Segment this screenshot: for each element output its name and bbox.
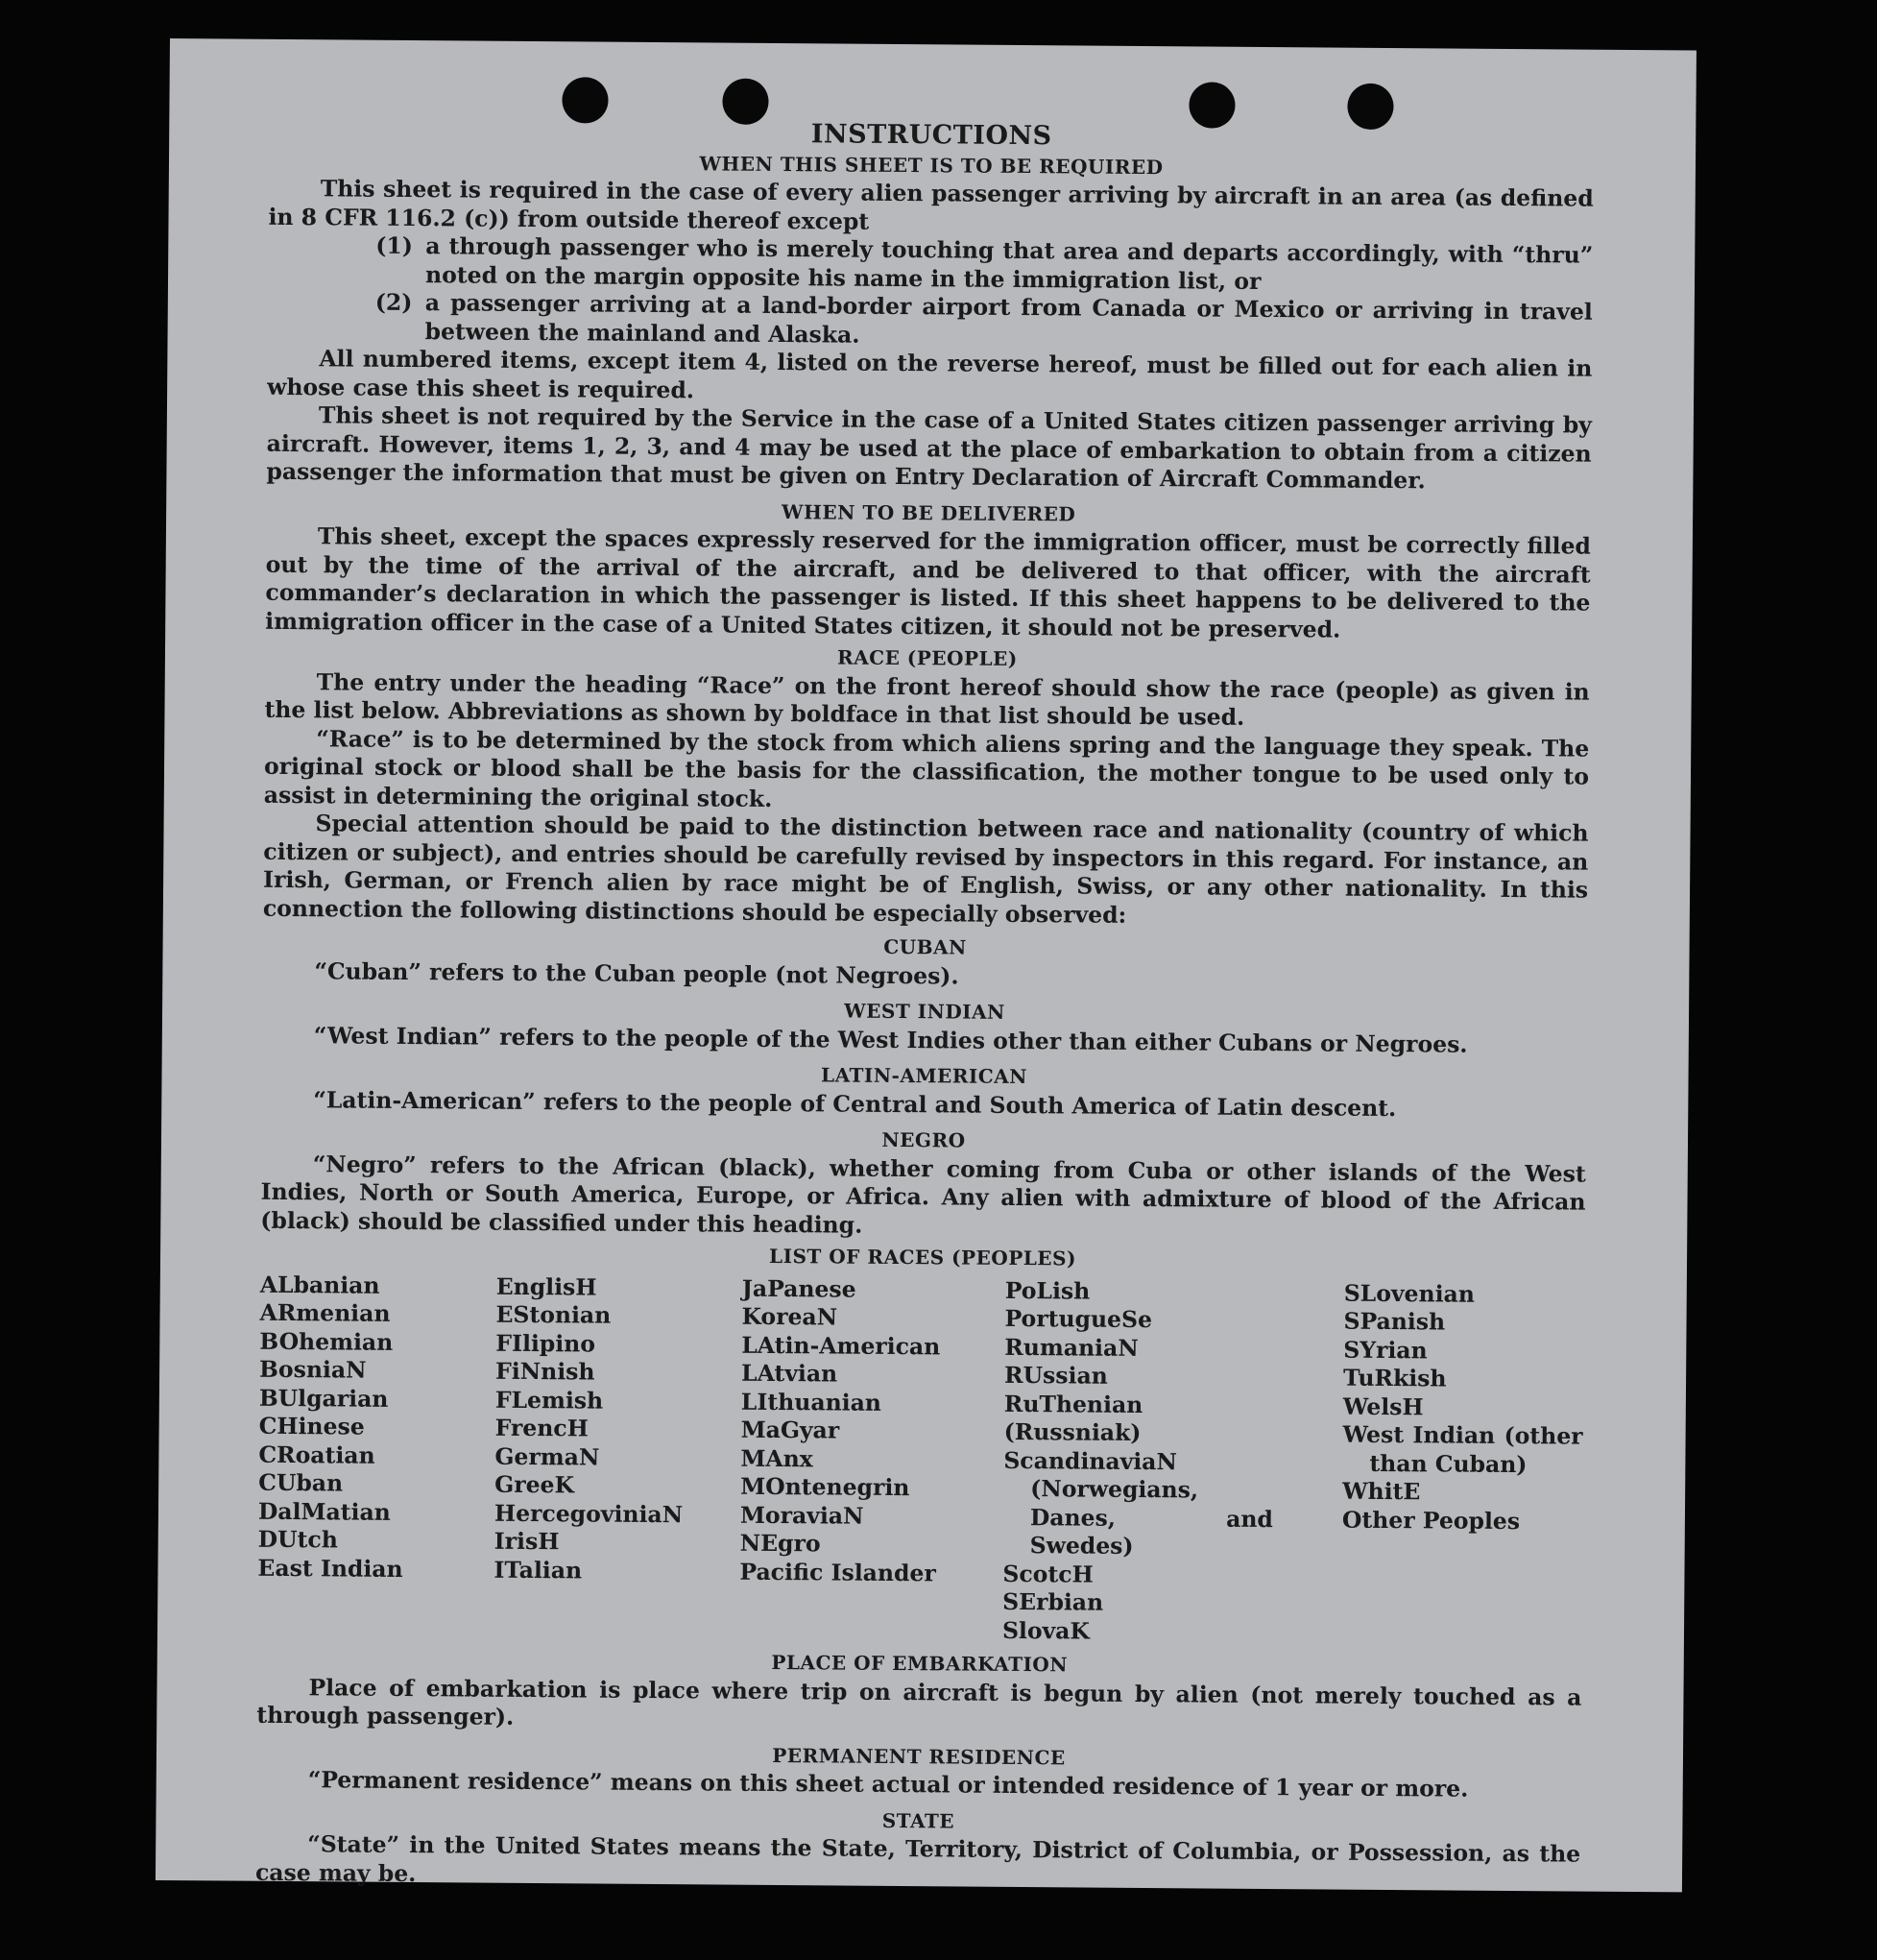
race-item: ScandinaviaN (Norwegians, Danes, and Swedes) [1003, 1446, 1274, 1560]
race-item: FrencH [494, 1414, 589, 1442]
race-item: WhitE [1342, 1477, 1421, 1506]
race-item: ALbanian [259, 1270, 380, 1299]
race-item: Other Peoples [1341, 1506, 1521, 1535]
race-item: LIthuanian [740, 1388, 882, 1416]
race-item: GreeK [494, 1470, 575, 1499]
section-heading: PERMANENT RESIDENCE [772, 1743, 1066, 1769]
race-item: MoraviaN [739, 1501, 864, 1530]
paragraph: “Cuban” refers to the Cuban people (not Negroes). [314, 956, 959, 989]
race-item: ITalian [493, 1556, 583, 1584]
race-item: ScotcH [1002, 1560, 1094, 1588]
race-item: MAnx [740, 1444, 813, 1472]
paragraph: Place of embarkation is place where trip on aircraft is begun by alien (not merely touched as a through passenger). [256, 1673, 1582, 1730]
section-heading: STATE [881, 1808, 955, 1832]
race-item: SYrian [1343, 1336, 1428, 1364]
paragraph: “Permanent residence” means on this sheet actual or intended residence of 1 year or more. [307, 1766, 1469, 1803]
race-item: SLovenian [1343, 1279, 1475, 1308]
paragraph: This sheet, except the spaces expressly reserved for the immigration officer, must be correctly filled out by the time of the arrival of the aircraft, and be delivered to that officer, with the aircraft commander’s declaration in which the passenger is listed. If this sheet happens to be delivered to the immigration officer in the case of a United States citizen, it should not be preserved. [265, 522, 1592, 643]
punch-hole [722, 79, 768, 125]
race-item: HercegoviniaN [493, 1499, 684, 1528]
race-item: SPanish [1343, 1307, 1446, 1336]
section-heading: WEST INDIAN [844, 999, 1005, 1024]
paragraph: “State” in the United States means the State, Territory, District of Columbia, or Possession, as the case may be. [254, 1830, 1581, 1887]
paragraph: The entry under the heading “Race” on the front hereof should show the race (people) as given in the list below. Abbreviations as shown by boldface in that list should be used. [264, 667, 1590, 731]
race-item: BosniaN [259, 1355, 367, 1384]
race-column [1341, 1279, 1584, 1649]
race-item: JaPanese [741, 1274, 856, 1303]
race-item: PoLish [1004, 1276, 1091, 1305]
section-heading: LATIN-AMERICAN [820, 1063, 1028, 1089]
race-item: MOntenegrin [740, 1472, 910, 1502]
race-item: SlovaK [1001, 1616, 1091, 1645]
race-item: LAtvian [740, 1359, 838, 1388]
section-heading: WHEN THIS SHEET IS TO BE REQUIRED [699, 151, 1164, 179]
race-item: LAtin-American [741, 1331, 941, 1360]
race-item: BOhemian [259, 1327, 394, 1356]
numbered-item [268, 231, 1593, 299]
race-item: WelsH [1342, 1392, 1424, 1420]
item-number: (2) [374, 288, 413, 316]
section-heading: WHEN TO BE DELIVERED [781, 499, 1076, 525]
paragraph: “Latin-American” refers to the people of Central and South America of Latin descent. [313, 1085, 1397, 1122]
race-item: GermaN [494, 1442, 600, 1471]
race-item: ARmenian [259, 1298, 391, 1327]
instructions-content [255, 116, 1594, 1898]
document-sheet [156, 38, 1697, 1892]
section-heading: NEGRO [881, 1127, 966, 1152]
item-number: (1) [375, 231, 414, 259]
race-item: NEgro [739, 1529, 821, 1558]
race-column [1002, 1276, 1344, 1647]
race-list [257, 1270, 1585, 1649]
race-column [739, 1274, 1005, 1645]
race-item: KoreaN [741, 1302, 838, 1331]
section-heading: CUBAN [883, 934, 967, 959]
punch-hole [1189, 82, 1235, 128]
paragraph: All numbered items, except item 4, listed on the reverse hereof, must be filled out for each alien in whose case this sheet is required. [267, 345, 1593, 403]
item-text: a passenger arriving at a land-border airport from Canada or Mexico or arriving in travel between the mainland and Alaska. [424, 289, 1593, 349]
paragraph: “Race” is to be determined by the stock from which aliens spring and the language they speak. The original stock or blood shall be the basis for the classification, the mother tongue to be used only to assist in determining the original stock. [263, 724, 1590, 812]
section-heading: LIST OF RACES (PEOPLES) [768, 1244, 1077, 1270]
race-item: MaGyar [740, 1416, 840, 1444]
race-item: PortugueSe [1004, 1304, 1153, 1334]
race-item: EnglisH [495, 1272, 597, 1301]
paragraph: This sheet is not required by the Service in the case of a United States citizen passenger arriving by aircraft. However, items 1, 2, 3, and 4 may be used at the place of embarkation to obtain from a citizen passenger the information that must be given on Entry Declaration of Aircraft Commander. [266, 401, 1592, 495]
race-item: DalMatian [257, 1497, 391, 1526]
paragraph: “Negro” refers to the African (black), whether coming from Cuba or other islands of the West Indies, North or South America, Europe, or Africa. Any alien with admixture of blood of the African (black) should be classified under this heading. [260, 1149, 1586, 1239]
race-item: East Indian [257, 1554, 403, 1583]
paragraph: Special attention should be paid to the distinction between race and nationality (country of which citizen or subject), and entries should be carefully revised by inspectors in this regard. For instance, an Irish, German, or French alien by race might be of English, Swiss, or any other nationality. In this connection the following distinctions should be especially observed: [262, 810, 1589, 929]
race-item: West Indian (other than Cuban) [1342, 1420, 1583, 1478]
paragraph: “West Indian” refers to the people of the West Indies other than either Cubans or Negroes. [313, 1021, 1468, 1058]
race-item: RuThenian (Russniak) [1003, 1390, 1143, 1446]
punch-hole [1347, 84, 1393, 130]
punch-hole [562, 77, 608, 123]
race-column [493, 1272, 742, 1642]
item-text: a through passenger who is merely touching that area and departs accordingly, with “thru” noted on the margin opposite his name in the immigration list, or [424, 232, 1594, 295]
race-item: RumaniaN [1004, 1333, 1139, 1362]
section-heading: PLACE OF EMBARKATION [771, 1650, 1069, 1677]
race-item: EStonian [495, 1300, 612, 1329]
race-item: FiNnish [495, 1357, 595, 1386]
race-column [257, 1270, 496, 1640]
race-item: TuRkish [1342, 1364, 1447, 1392]
race-item: BUlgarian [258, 1384, 389, 1413]
race-item: CUban [258, 1468, 344, 1497]
race-item: FLemish [494, 1386, 604, 1415]
paragraph: This sheet is required in the case of every alien passenger arriving by aircraft in an area (as defined in 8 CFR 116.2 (c)) from outside thereof except [268, 175, 1594, 235]
race-item: CRoatian [258, 1440, 375, 1469]
race-item: IrisH [493, 1527, 560, 1556]
race-item: DUtch [257, 1525, 338, 1554]
race-item: RUssian [1003, 1361, 1108, 1390]
race-item: SErbian [1002, 1587, 1104, 1616]
race-item: CHinese [258, 1412, 365, 1440]
numbered-item [267, 288, 1592, 355]
page-title: INSTRUCTIONS [810, 119, 1052, 152]
race-item: FIlipino [495, 1329, 596, 1358]
race-item: Pacific Islander [739, 1558, 936, 1586]
section-heading: RACE (PEOPLE) [836, 645, 1018, 670]
